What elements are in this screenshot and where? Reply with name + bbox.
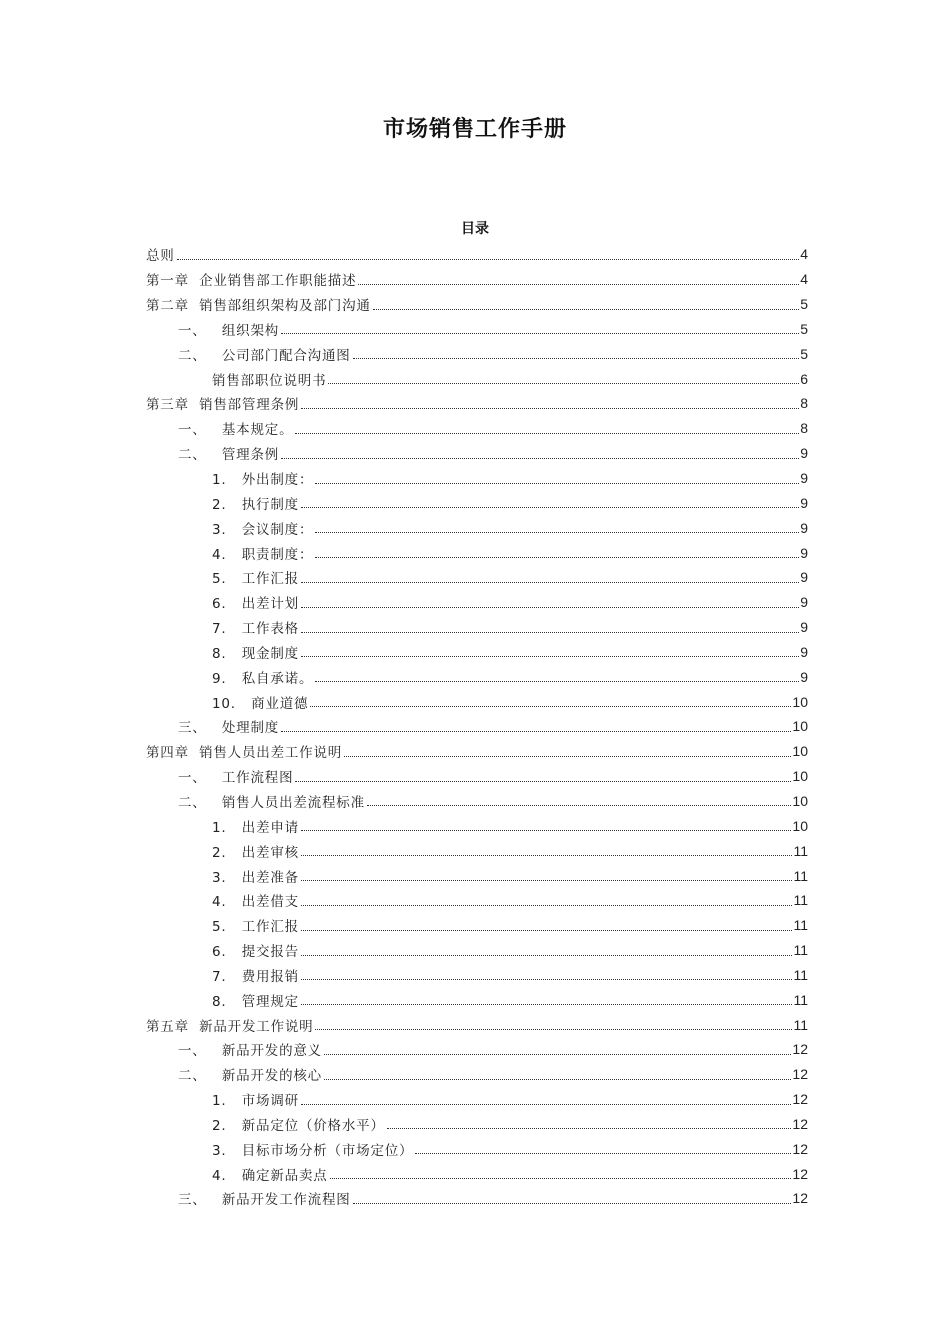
toc-entry-page-number: 10 xyxy=(792,817,808,834)
toc-entry-label: 一、 组织架构 xyxy=(178,322,280,339)
toc-entry[interactable] xyxy=(146,888,808,913)
toc-dot-leader xyxy=(301,955,792,956)
toc-entry-label: 一、 工作流程图 xyxy=(178,770,294,787)
toc-dot-leader xyxy=(353,358,800,359)
toc-entry-page-number: 10 xyxy=(792,693,808,710)
toc-entry-page-number: 12 xyxy=(792,1190,808,1207)
toc-entry[interactable] xyxy=(146,962,808,987)
toc-entry-page-number: 12 xyxy=(792,1091,808,1108)
toc-entry-page-number: 11 xyxy=(793,892,808,909)
table-of-contents xyxy=(146,242,808,1211)
toc-entry-page-number: 5 xyxy=(800,296,808,313)
toc-dot-leader xyxy=(415,1153,791,1154)
toc-entry-page-number: 10 xyxy=(792,718,808,735)
toc-entry-label: 7. 工作表格 xyxy=(212,621,299,638)
toc-entry[interactable] xyxy=(146,1136,808,1161)
toc-entry-label: 三、 新品开发工作流程图 xyxy=(178,1192,351,1209)
toc-entry[interactable] xyxy=(146,863,808,888)
toc-dot-leader xyxy=(328,383,799,384)
toc-entry-page-number: 9 xyxy=(800,668,808,685)
toc-entry[interactable] xyxy=(146,466,808,491)
toc-entry-label: 销售部职位说明书 xyxy=(212,372,327,389)
toc-dot-leader xyxy=(324,1079,791,1080)
toc-dot-leader xyxy=(301,632,799,633)
toc-entry-page-number: 10 xyxy=(792,792,808,809)
toc-entry[interactable] xyxy=(146,590,808,615)
toc-dot-leader xyxy=(310,706,791,707)
toc-entry-page-number: 12 xyxy=(792,1140,808,1157)
toc-entry-label: 6. 出差计划 xyxy=(212,596,299,613)
toc-dot-leader xyxy=(315,483,799,484)
toc-dot-leader xyxy=(301,607,799,608)
toc-entry-label: 三、 处理制度 xyxy=(178,720,280,737)
toc-entry[interactable] xyxy=(146,540,808,565)
toc-entry-page-number: 5 xyxy=(800,345,808,362)
toc-entry[interactable] xyxy=(146,1186,808,1211)
toc-entry-page-number: 9 xyxy=(800,470,808,487)
toc-dot-leader xyxy=(367,805,792,806)
toc-entry-page-number: 9 xyxy=(800,494,808,511)
toc-entry[interactable] xyxy=(146,1087,808,1112)
toc-entry-label: 4. 职责制度： xyxy=(212,546,314,563)
toc-entry[interactable] xyxy=(146,789,808,814)
toc-dot-leader xyxy=(295,781,791,782)
toc-entry[interactable] xyxy=(146,317,808,342)
toc-entry-label: 3. 会议制度： xyxy=(212,521,314,538)
toc-entry-page-number: 11 xyxy=(793,942,808,959)
toc-entry-label: 第一章 企业销售部工作职能描述 xyxy=(146,273,357,290)
toc-entry[interactable] xyxy=(146,1012,808,1037)
toc-dot-leader xyxy=(301,930,792,931)
toc-entry[interactable] xyxy=(146,689,808,714)
toc-dot-leader xyxy=(315,681,799,682)
toc-dot-leader xyxy=(301,1004,792,1005)
toc-entry[interactable] xyxy=(146,441,808,466)
toc-entry-page-number: 6 xyxy=(800,370,808,387)
toc-entry[interactable] xyxy=(146,938,808,963)
toc-dot-leader xyxy=(301,855,792,856)
toc-entry[interactable] xyxy=(146,764,808,789)
toc-dot-leader xyxy=(387,1128,792,1129)
toc-entry[interactable] xyxy=(146,664,808,689)
toc-dot-leader xyxy=(344,756,791,757)
toc-entry-page-number: 11 xyxy=(793,842,808,859)
toc-entry-label: 2. 执行制度 xyxy=(212,496,299,513)
toc-entry[interactable] xyxy=(146,813,808,838)
toc-dot-leader xyxy=(295,433,799,434)
toc-entry[interactable] xyxy=(146,838,808,863)
toc-dot-leader xyxy=(301,1104,791,1105)
toc-entry[interactable] xyxy=(146,640,808,665)
toc-entry-label: 2. 新品定位（价格水平） xyxy=(212,1117,385,1134)
toc-entry-page-number: 11 xyxy=(793,867,808,884)
toc-dot-leader xyxy=(301,582,799,583)
toc-entry[interactable] xyxy=(146,391,808,416)
toc-entry[interactable] xyxy=(146,913,808,938)
toc-entry-page-number: 9 xyxy=(800,569,808,586)
toc-dot-leader xyxy=(301,880,792,881)
toc-entry[interactable] xyxy=(146,366,808,391)
toc-entry-label: 第二章 销售部组织架构及部门沟通 xyxy=(146,298,371,315)
toc-entry-label: 1. 外出制度： xyxy=(212,472,314,489)
toc-dot-leader xyxy=(281,731,791,732)
toc-entry-label: 4. 出差借支 xyxy=(212,894,299,911)
toc-entry-page-number: 5 xyxy=(800,320,808,337)
toc-entry-label: 二、 管理条例 xyxy=(178,447,280,464)
toc-entry-page-number: 9 xyxy=(800,643,808,660)
toc-dot-leader xyxy=(301,408,799,409)
toc-entry-page-number: 12 xyxy=(792,1165,808,1182)
toc-entry[interactable] xyxy=(146,739,808,764)
toc-dot-leader xyxy=(315,532,799,533)
toc-dot-leader xyxy=(301,507,799,508)
toc-entry-label: 第三章 销售部管理条例 xyxy=(146,397,300,414)
toc-entry-label: 4. 确定新品卖点 xyxy=(212,1167,328,1184)
document-title: 市场销售工作手册 xyxy=(382,117,567,142)
toc-entry-page-number: 4 xyxy=(800,246,808,263)
toc-entry-label: 一、 新品开发的意义 xyxy=(178,1043,322,1060)
toc-dot-leader xyxy=(301,656,799,657)
toc-entry-label: 10. 商业道德 xyxy=(212,695,309,712)
toc-entry-label: 第五章 新品开发工作说明 xyxy=(146,1018,314,1035)
toc-entry[interactable] xyxy=(146,1062,808,1087)
toc-dot-leader xyxy=(301,830,791,831)
toc-entry-page-number: 11 xyxy=(793,966,808,983)
toc-entry[interactable] xyxy=(146,714,808,739)
toc-entry-label: 二、 公司部门配合沟通图 xyxy=(178,347,351,364)
toc-entry-label: 6. 提交报告 xyxy=(212,944,299,961)
toc-dot-leader xyxy=(301,979,792,980)
toc-entry[interactable] xyxy=(146,1112,808,1137)
toc-entry-page-number: 11 xyxy=(793,991,808,1008)
toc-dot-leader xyxy=(281,333,799,334)
toc-entry[interactable] xyxy=(146,490,808,515)
toc-entry-label: 二、 新品开发的核心 xyxy=(178,1068,322,1085)
toc-entry[interactable] xyxy=(146,565,808,590)
toc-entry-page-number: 9 xyxy=(800,619,808,636)
toc-entry-label: 1. 市场调研 xyxy=(212,1093,299,1110)
toc-entry-page-number: 9 xyxy=(800,544,808,561)
toc-entry-page-number: 10 xyxy=(792,768,808,785)
toc-entry[interactable] xyxy=(146,416,808,441)
toc-dot-leader xyxy=(177,259,800,260)
toc-entry-page-number: 4 xyxy=(800,271,808,288)
toc-entry-label: 总则 xyxy=(146,248,175,265)
toc-entry-label: 9. 私自承诺。 xyxy=(212,670,314,687)
toc-entry[interactable] xyxy=(146,1037,808,1062)
toc-dot-leader xyxy=(315,1029,792,1030)
toc-entry-page-number: 10 xyxy=(792,743,808,760)
toc-entry-page-number: 8 xyxy=(800,395,808,412)
toc-dot-leader xyxy=(330,1178,792,1179)
toc-entry[interactable] xyxy=(146,615,808,640)
toc-entry-label: 1. 出差申请 xyxy=(212,819,299,836)
toc-dot-leader xyxy=(358,284,799,285)
toc-dot-leader xyxy=(324,1054,791,1055)
toc-entry[interactable] xyxy=(146,292,808,317)
toc-entry-label: 8. 管理规定 xyxy=(212,993,299,1010)
toc-entry-label: 2. 出差审核 xyxy=(212,844,299,861)
toc-entry-page-number: 12 xyxy=(792,1041,808,1058)
toc-entry-page-number: 8 xyxy=(800,420,808,437)
toc-entry-page-number: 9 xyxy=(800,445,808,462)
toc-dot-leader xyxy=(373,309,800,310)
toc-entry-label: 5. 工作汇报 xyxy=(212,919,299,936)
toc-heading: 目录 xyxy=(461,221,489,237)
toc-entry-page-number: 9 xyxy=(800,519,808,536)
toc-entry-page-number: 9 xyxy=(800,594,808,611)
toc-entry-label: 3. 目标市场分析（市场定位） xyxy=(212,1142,414,1159)
toc-entry-label: 一、 基本规定。 xyxy=(178,422,294,439)
toc-entry-label: 二、 销售人员出差流程标准 xyxy=(178,794,365,811)
toc-entry-page-number: 11 xyxy=(793,1016,808,1033)
toc-entry-label: 第四章 销售人员出差工作说明 xyxy=(146,745,343,762)
toc-entry[interactable] xyxy=(146,341,808,366)
toc-dot-leader xyxy=(301,905,792,906)
toc-entry-page-number: 12 xyxy=(792,1066,808,1083)
toc-entry[interactable] xyxy=(146,242,808,267)
toc-entry[interactable] xyxy=(146,1161,808,1186)
toc-entry-page-number: 11 xyxy=(793,917,808,934)
toc-entry[interactable] xyxy=(146,267,808,292)
toc-dot-leader xyxy=(281,458,799,459)
toc-entry[interactable] xyxy=(146,515,808,540)
toc-entry-label: 8. 现金制度 xyxy=(212,645,299,662)
toc-dot-leader xyxy=(353,1203,792,1204)
toc-entry[interactable] xyxy=(146,987,808,1012)
toc-entry-label: 5. 工作汇报 xyxy=(212,571,299,588)
toc-entry-page-number: 12 xyxy=(792,1115,808,1132)
toc-entry-label: 3. 出差准备 xyxy=(212,869,299,886)
toc-entry-label: 7. 费用报销 xyxy=(212,968,299,985)
toc-dot-leader xyxy=(315,557,799,558)
